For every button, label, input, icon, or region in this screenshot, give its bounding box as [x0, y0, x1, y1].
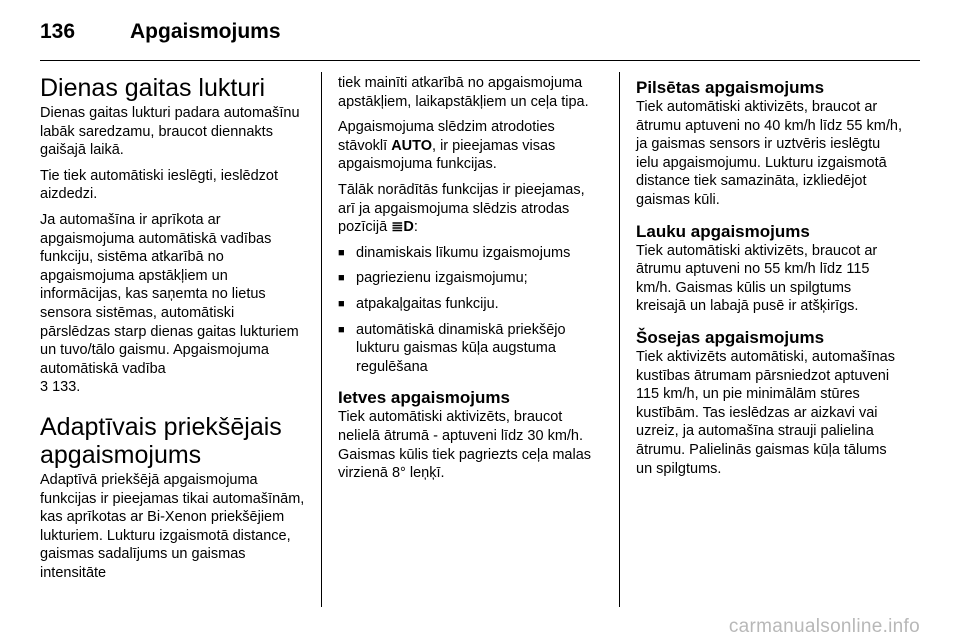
paragraph: Adaptīvā priekšējā apgaismojuma funkcijas ir pieejamas tikai automašīnām, kas aprīkotas ar Bi-Xenon priekšējiem lukturiem. Lukturu izgaismotā distance, gaismas sadalījums un gaismas intensitāte — [40, 471, 305, 581]
paragraph-text: Apgaismojuma automātiskā vadība — [40, 342, 269, 377]
heading-country-lighting: Lauku apgaismojums — [636, 221, 810, 241]
list-item: ■ automātiskā dinamiskā priekšējo lukturu gaismas kūļa augstuma regulēšana — [338, 321, 604, 377]
low-beam-icon: ≣D — [391, 219, 414, 236]
paragraph: Tiek automātiski aktivizēts, braucot ar ātrumu aptuveni no 55 km/h līdz 115 km/h. Gaismas kūlis un spilgtums kreisajā un labajā pusē ir atšķirīgs. — [636, 242, 878, 315]
paragraph: Tiek automātiski aktivizēts, braucot nelielā ātrumā - aptuveni līdz 30 km/h. Gaismas kūlis tiek pagriezts ceļa malas virzienā 8° leņķī. — [338, 409, 592, 482]
paragraph-text: Tālāk norādītās funkcijas ir pieejamas, arī ja apgaismojuma slēdzis atrodas pozīcijā — [338, 181, 585, 236]
paragraph: tiek mainīti atkarībā no apgaismojuma apstākļiem, laikapstākļiem un ceļa tipa. — [338, 75, 589, 110]
paragraph: Tiek aktivizēts automātiski, automašīnas kustības ātrumam pārsniedzot aptuveni 115 km/h, un pie minimālām stūres kustībām. Tas ieslēdzas ar aizkavi vai uzreiz, ja automašīna strauji palielina ātrumu. Palielinās gaismas kūļa tālums un spilgtums. — [636, 348, 895, 477]
function-list — [338, 244, 604, 377]
paragraph-text: Ja automašīna ir aprīkota ar apgaismojuma automātiskā vadības funkciju, sistēma atkarībā no apgaismojuma apstākļiem un informācijas, kas saņemta no lietus sensora sistēmas, automātiski pārslēdzas starp dienas gaitas lukturiem un tuvo/tālo gaismu. — [40, 211, 299, 359]
column-3 — [636, 74, 902, 485]
paragraph — [338, 181, 604, 237]
paragraph-text: : — [413, 219, 418, 236]
column-divider-2 — [619, 72, 620, 607]
paragraph — [338, 118, 604, 174]
paragraph: Tiek automātiski aktivizēts, braucot ar ātrumu aptuveni no 40 km/h līdz 55 km/h, ja gaismas sensors ir uztvēris ieslēgtu ielu apgaismojumu. Lukturu izgaismotā distance tiek samazināta, izkliedējot gaismas kūli. — [636, 99, 902, 208]
list-item: ■ atpakaļgaitas funkciju. — [338, 295, 604, 314]
paragraph: Dienas gaitas lukturi padara automašīnu labāk saredzamu, braucot diennakts gaišajā laikā. — [40, 105, 300, 159]
switch-position-auto: AUTO — [391, 137, 433, 154]
header-rule — [40, 60, 920, 61]
paragraph — [40, 211, 306, 397]
heading-entry-lighting: Ietves apgaismojums — [338, 388, 510, 408]
column-2 — [338, 74, 604, 490]
heading-daytime-running-lights: Dienas gaitas lukturi — [40, 74, 266, 102]
column-divider-1 — [321, 72, 322, 607]
chapter-title: Apgaismojums — [130, 20, 281, 43]
watermark: carmanualsonline.info — [728, 616, 920, 637]
heading-town-lighting: Pilsētas apgaismojums — [636, 78, 825, 97]
page-number: 136 — [40, 20, 76, 43]
heading-motorway-lighting: Šosejas apgaismojums — [636, 327, 825, 347]
list-item: ■ pagriezienu izgaismojumu; — [338, 269, 604, 288]
paragraph-text: Apgaismojuma slēdzim atrodoties stāvoklī — [338, 119, 555, 154]
column-1 — [40, 74, 306, 589]
paragraph-text: , ir pieejamas visas apgaismojuma funkcijas. — [338, 137, 556, 173]
list-item: ■ dinamiskais līkumu izgaismojums — [338, 244, 604, 263]
page-reference-link[interactable]: 3 133. — [40, 379, 81, 396]
page-header — [40, 20, 281, 50]
paragraph: Tie tiek automātiski ieslēgti, ieslēdzot aizdedzi. — [40, 167, 279, 203]
heading-adaptive-forward-lighting: Adaptīvais priekšējais apgaismojums — [40, 412, 282, 469]
